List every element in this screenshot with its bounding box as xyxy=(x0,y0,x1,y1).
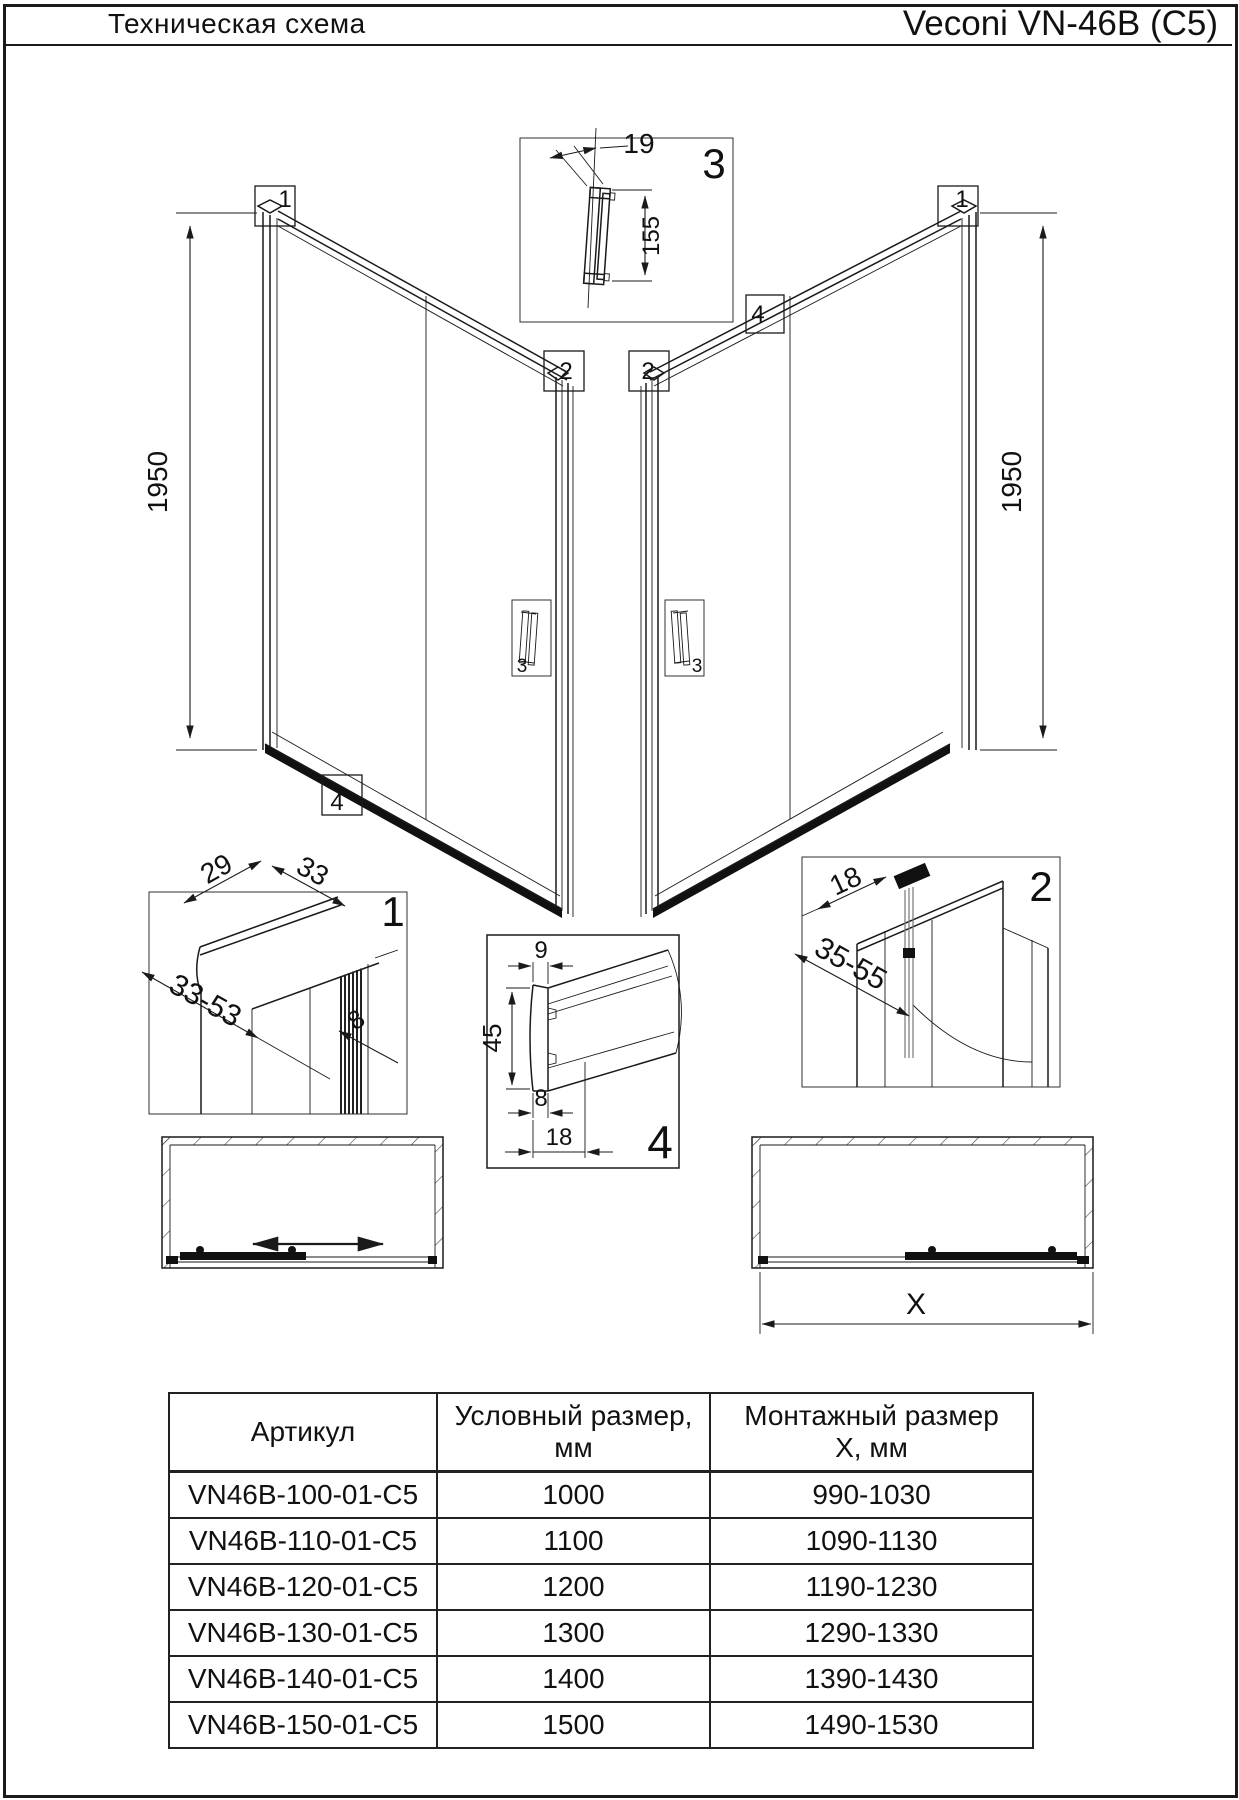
table-row xyxy=(169,1702,1033,1748)
article-cell: VN46B-100-01-C5 xyxy=(169,1472,437,1519)
handle-right xyxy=(665,600,704,677)
callout-3-left-label: 3 xyxy=(516,656,528,677)
article-cell: VN46B-150-01-C5 xyxy=(169,1702,437,1748)
mounting-size-cell: 990-1030 xyxy=(710,1472,1033,1519)
dim-18-d2: 18 xyxy=(824,860,867,902)
nominal-size-cell: 1000 xyxy=(437,1472,710,1519)
detail-4-box xyxy=(477,935,681,1168)
dim-8-d4: 8 xyxy=(534,1085,548,1112)
detail-1-box xyxy=(142,848,407,1114)
dim-9: 9 xyxy=(534,937,548,964)
page-title: Техническая схема xyxy=(108,8,366,39)
col-header-mounting-size: Монтажный размер Х, мм xyxy=(710,1393,1033,1472)
mounting-size-cell: 1190-1230 xyxy=(710,1564,1033,1610)
callout-4-right-label: 4 xyxy=(751,301,765,328)
nominal-size-cell: 1300 xyxy=(437,1610,710,1656)
dim-33: 33 xyxy=(291,849,334,893)
height-dimension-right xyxy=(980,213,1057,750)
detail-2-box xyxy=(795,857,1060,1087)
dim-45: 45 xyxy=(477,1023,507,1053)
plan-view-left xyxy=(162,1137,443,1268)
door-right xyxy=(629,186,1057,918)
callout-4-left-label: 4 xyxy=(330,789,344,816)
nominal-size-cell: 1400 xyxy=(437,1656,710,1702)
table-row xyxy=(169,1656,1033,1702)
size-table xyxy=(168,1392,1034,1749)
detail-2-label: 2 xyxy=(1029,863,1053,910)
nominal-size-cell: 1500 xyxy=(437,1702,710,1748)
nominal-size-cell: 1200 xyxy=(437,1564,710,1610)
door-left xyxy=(142,186,584,918)
table-row xyxy=(169,1564,1033,1610)
plan-view-right xyxy=(752,1137,1093,1334)
mounting-size-cell: 1390-1430 xyxy=(710,1656,1033,1702)
table-row xyxy=(169,1518,1033,1564)
dim-155: 155 xyxy=(638,215,665,257)
dim-35-55: 35-55 xyxy=(809,930,893,997)
dim-19: 19 xyxy=(623,128,655,159)
article-cell: VN46B-120-01-C5 xyxy=(169,1564,437,1610)
handle-left xyxy=(512,600,551,677)
mounting-size-cell: 1490-1530 xyxy=(710,1702,1033,1748)
width-dimension-x xyxy=(760,1272,1093,1334)
callout-2-right-label: 2 xyxy=(641,358,655,385)
article-cell: VN46B-140-01-C5 xyxy=(169,1656,437,1702)
dim-x-label: X xyxy=(905,1288,927,1321)
dim-33-53: 33-53 xyxy=(163,967,247,1034)
table-header-row xyxy=(169,1393,1033,1472)
callout-1-left-label: 1 xyxy=(278,186,292,213)
mounting-size-cell: 1290-1330 xyxy=(710,1610,1033,1656)
dim-8-d1: 8 xyxy=(341,1003,371,1037)
model-title: Veconi VN-46B (C5) xyxy=(902,4,1218,43)
detail-3-label: 3 xyxy=(702,140,726,187)
article-cell: VN46B-130-01-C5 xyxy=(169,1610,437,1656)
detail-1-label: 1 xyxy=(381,888,405,935)
dim-1950-right: 1950 xyxy=(996,450,1027,514)
callout-3-right-label: 3 xyxy=(691,656,703,677)
table-row xyxy=(169,1472,1033,1519)
dim-18-d4: 18 xyxy=(545,1124,573,1151)
mounting-size-cell: 1090-1130 xyxy=(710,1518,1033,1564)
dim-29: 29 xyxy=(195,847,238,890)
col-header-article: Артикул xyxy=(169,1393,437,1472)
article-cell: VN46B-110-01-C5 xyxy=(169,1518,437,1564)
detail-4-label: 4 xyxy=(647,1116,673,1168)
height-dimension-left xyxy=(142,213,257,750)
callout-1-right-label: 1 xyxy=(955,186,969,213)
nominal-size-cell: 1100 xyxy=(437,1518,710,1564)
callout-2-left-label: 2 xyxy=(559,358,573,385)
col-header-nominal-size: Условный размер, мм xyxy=(437,1393,710,1472)
table-row xyxy=(169,1610,1033,1656)
dim-1950-left: 1950 xyxy=(142,450,173,514)
detail-3-box xyxy=(520,128,733,322)
